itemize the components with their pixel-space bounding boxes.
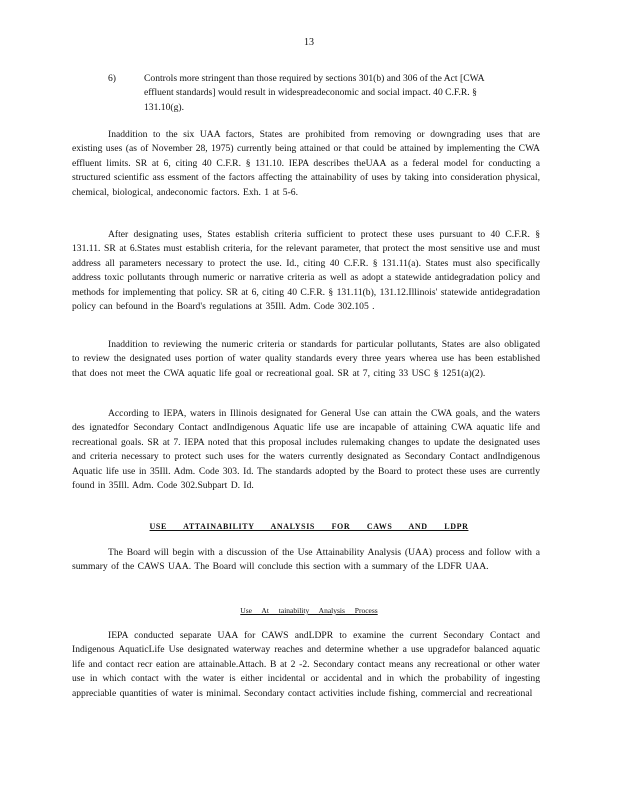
paragraph-iepa-waters: According to IEPA, waters in Illinois designated for General Use can attain the CWA goals, and the waters des ignatedfor Secondary Contact andIndigenous Aquatic life use are incapable of attaining CWA aquatic life and recreational goals. SR at 7. IEPA noted that this proposal includes rulemaking changes to update the designated uses and criteria necessary to protect such uses for the waters currently designated as Secondary Contact andIndigenous Aquatic life use in 35Ill. Adm. Code 303. Id. The standards adopted by the Board to protect these uses are currently found in 35Ill. Adm. Code 302.Subpart D. Id. — [72, 408, 540, 492]
sub-heading: Use At tainability Analysis Process — [240, 606, 378, 615]
paragraph-section-intro: The Board will begin with a discussion of the Use Attainability Analysis (UAA) process and follow with a summary of the CAWS UAA. The Board will conclude this section with a summary of the LDFR UAA. — [72, 547, 540, 573]
paragraph-criteria: After designating uses, States establish criteria sufficient to protect these uses pursuant to 40 C.F.R. § 131.11. SR at 6.States must establish criteria, for the relevant parameter, that protect the most sensitive use and must address all parameters necessary to protect the use. Id., citing 40 C.F.R. § 131.11(a). States must also specifically address toxic pollutants through numeric or narrative criteria as well as adopt a statewide antidegradation policy and methods for implementing that policy. SR at 6, citing 40 C.F.R. § 131.11(b), 131.12.Illinois' statewide antidegradation policy can befound in the Board's regulations at 35Ill. Adm. Code 302.105 . — [72, 229, 540, 313]
list-item-number: 6) — [108, 73, 116, 84]
section-heading: USE ATTAINABILITY ANALYSIS FOR CAWS AND LDPR — [149, 522, 469, 531]
list-item-text: Controls more stringent than those required by sections 301(b) and 306 of the Act [CWA effluent standards] would result in widespreadeconomic and social impact. 40 C.F.R. § 131.10(g). — [144, 73, 484, 113]
paragraph-uaa-factors: Inaddition to the six UAA factors, States are prohibited from removing or downgrading uses that are existing uses (as of November 28, 1975) currently being attained or that could be attained by implementing the CWA effluent limits. SR at 6, citing 40 C.F.R. § 131.10. IEPA describes theUAA as a federal model for conducting a structured scientific ass essment of the factors affecting the attainability of uses by taking into consideration physical, chemical, biological, andeconomic factors. Exh. 1 at 5-6. — [72, 129, 540, 198]
page-number: 13 — [304, 37, 314, 48]
paragraph-iepa-conducted: IEPA conducted separate UAA for CAWS andLDPR to examine the current Secondary Contact and Indigenous AquaticLife Use designated waterway reaches and determine whether a use upgradefor balanced aquatic life and contact recr eation are attainable.Attach. B at 2 -2. Secondary contact means any recreational or other water use in which contact with the water is either incidental or accidental and in which the probability of ingesting appreciable quantities of water is minimal. Secondary contact activities include fishing, commercial and recreational — [72, 630, 540, 699]
paragraph-review: Inaddition to reviewing the numeric criteria or standards for particular pollutants, States are also obligated to review the designated uses portion of water quality standards every three years wherea use has been established that does not meet the CWA aquatic life goal or recreational goal. SR at 7, citing 33 USC § 1251(a)(2). — [72, 339, 540, 379]
